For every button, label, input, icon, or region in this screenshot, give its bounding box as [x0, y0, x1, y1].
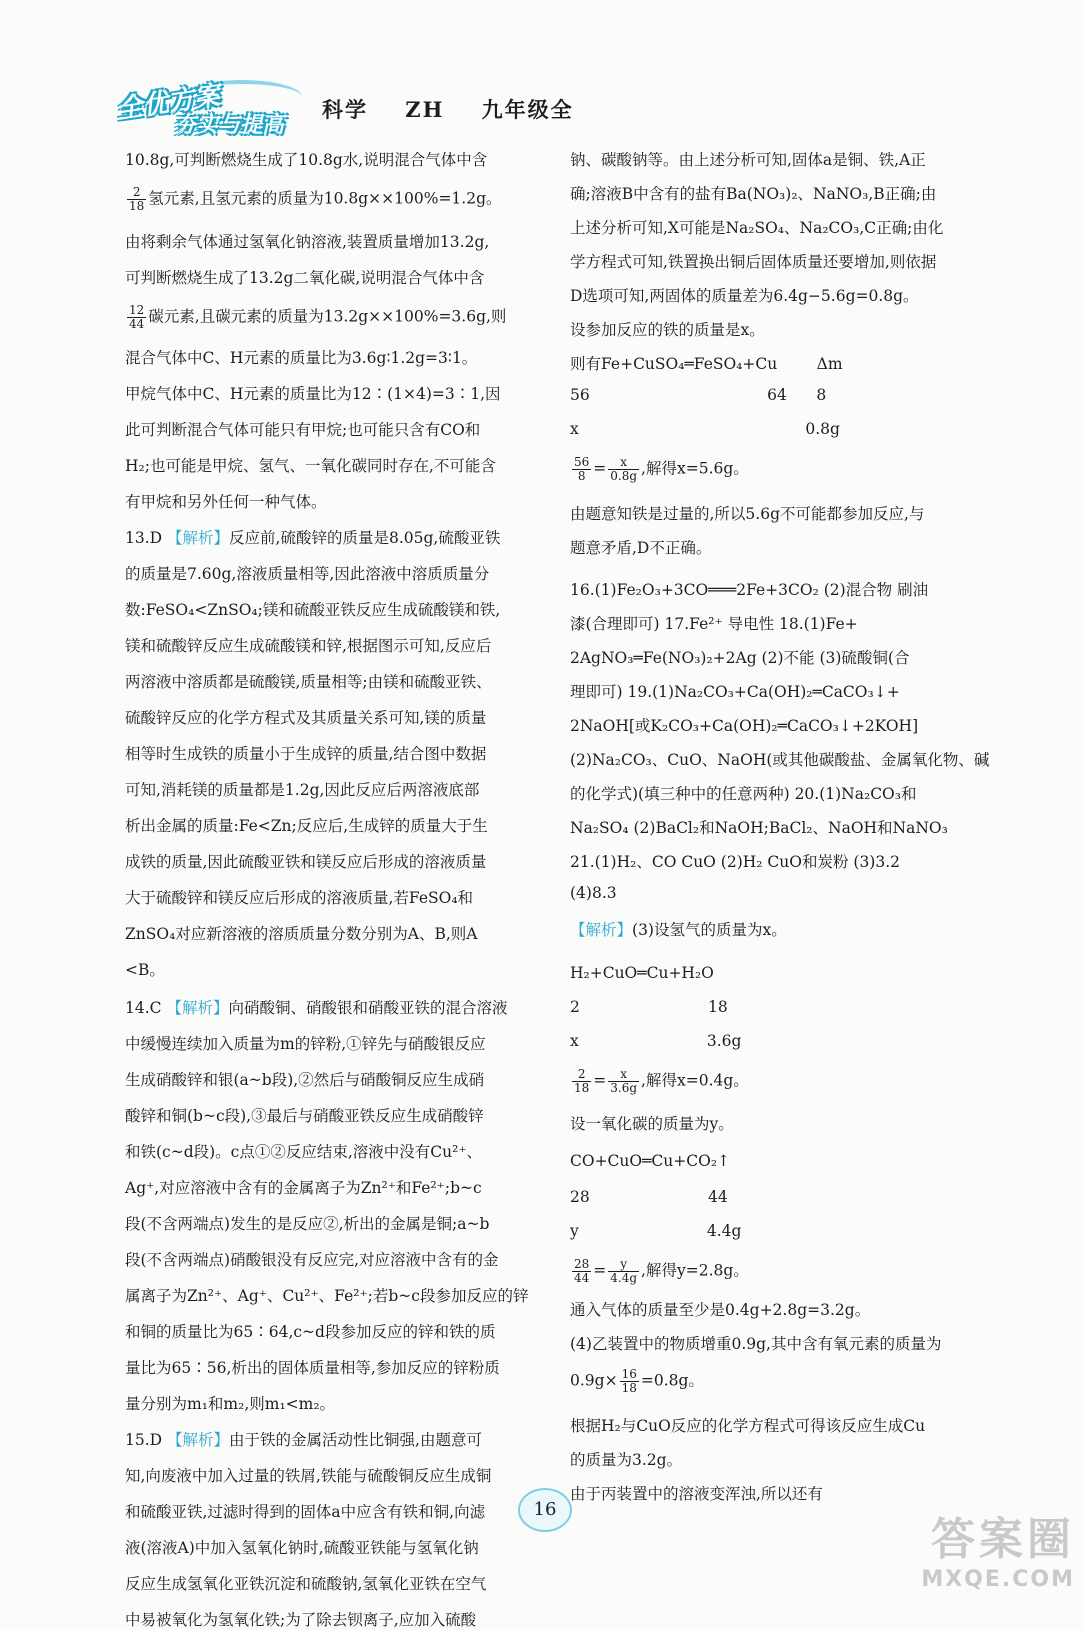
- text-line: [570, 964, 714, 982]
- line-text: 则有Fe+CuSO₄═FeSO₄+Cu Δm: [570, 355, 843, 373]
- line-text: H₂+CuO═Cu+H₂O: [570, 964, 714, 982]
- line-text: CO+CuO═Cu+CO₂↑: [570, 1152, 731, 1170]
- line-text: 根据H₂与CuO反应的化学方程式可得该反应生成Cu: [570, 1417, 926, 1435]
- line-text: 生成硝酸锌和银(a~b段),②然后与硝酸铜反应生成硝: [125, 1071, 485, 1089]
- watermark-line1: 答案圈: [931, 1514, 1075, 1565]
- text-line: [570, 250, 936, 272]
- text-line: [125, 1500, 485, 1522]
- text-line: [570, 1152, 730, 1170]
- text-line: [125, 706, 486, 728]
- text-line: [125, 1032, 486, 1054]
- analysis-tag: 【解析】: [166, 999, 229, 1017]
- line-text: 混合气体中C、H元素的质量比为3.6g∶1.2g=3∶1。: [125, 349, 478, 367]
- text-line: [125, 1536, 479, 1558]
- text-line: [125, 418, 480, 440]
- text-line: [570, 646, 909, 668]
- text-line: [125, 346, 477, 368]
- fraction: [572, 456, 591, 483]
- line-text: 的质量为3.2g。: [570, 1451, 683, 1469]
- text-line: [570, 1032, 741, 1050]
- line-text-after: ×100%=3.6g,则: [381, 307, 507, 326]
- line-text: 两溶液中溶质都是硫酸镁,质量相等;由镁和硫酸亚铁、: [125, 673, 492, 691]
- text-line: [570, 182, 936, 204]
- line-text: x 3.6g: [570, 1032, 742, 1050]
- question-number: 15.D: [125, 1431, 168, 1449]
- line-text: 0.9g×: [570, 1371, 618, 1390]
- line-text: 和铜的质量比为65∶64,c~d段参加反应的锌和铁的质: [125, 1323, 496, 1341]
- fraction-numerator: x: [608, 1068, 639, 1082]
- text-line: [570, 1258, 749, 1285]
- line-text: 设一氧化碳的质量为y。: [570, 1115, 734, 1133]
- line-text: x 0.8g: [570, 420, 840, 438]
- line-text: (3)设氢气的质量为x。: [632, 921, 787, 939]
- text-line: [125, 1068, 484, 1090]
- series-logo: [112, 76, 312, 138]
- text-line: [125, 814, 488, 836]
- text-line: [125, 1140, 482, 1162]
- text-line: [125, 996, 507, 1018]
- page-number: 16: [518, 1488, 572, 1532]
- fraction-numerator: 12: [129, 303, 145, 317]
- text-line: [125, 1428, 482, 1450]
- line-text: (4)8.3: [570, 884, 617, 902]
- line-text: 的质量是7.60g,溶液质量相等,因此溶液中溶质质量分: [125, 565, 490, 583]
- line-text: 镁和硫酸锌反应生成硫酸镁和锌,根据图示可知,反应后: [125, 637, 492, 655]
- line-text: 由于铁的金属活动性比铜强,由题意可: [229, 1431, 482, 1449]
- text-line: [125, 230, 489, 252]
- line-text: (4)乙装置中的物质增重0.9g,其中含有氧元素的质量为: [570, 1335, 942, 1353]
- text-line: [570, 918, 787, 940]
- line-text: 21.(1)H₂、CO CuO (2)H₂ CuO和炭粉 (3)3.2: [570, 853, 901, 871]
- line-text-after: =0.8g。: [640, 1371, 704, 1390]
- line-text: 氢元素,且氢元素的质量为10.8g×: [148, 189, 382, 208]
- line-text: 数:FeSO₄<ZnSO₄;镁和硫酸亚铁反应生成硫酸镁和铁,: [125, 601, 501, 619]
- fraction: [572, 1068, 591, 1095]
- line-text: 液(溶液A)中加入氢氧化钠时,硫酸亚铁能与氢氧化钠: [125, 1539, 479, 1557]
- analysis-tag: 【解析】: [167, 1431, 230, 1449]
- text-line: [570, 884, 617, 902]
- line-text: 相等时生成铁的质量小于生成锌的质量,结合图中数据: [125, 745, 487, 763]
- text-line: [570, 352, 843, 374]
- text-line: [125, 850, 486, 872]
- text-line: [570, 216, 943, 238]
- text-line: [125, 490, 327, 512]
- line-text: 钠、碳酸钠等。由上述分析可知,固体a是铜、铁,A正: [570, 151, 926, 169]
- line-text: 反应生成氢氧化亚铁沉淀和硫酸钠,氢氧化亚铁在空气: [125, 1575, 487, 1593]
- line-text: D选项可知,两固体的质量差为6.4g−5.6g=0.8g。: [570, 287, 919, 305]
- fraction-numerator: 28: [574, 1257, 590, 1271]
- text-line: [125, 562, 489, 584]
- question-number: 13.D: [125, 529, 168, 547]
- text-line: [570, 1068, 749, 1095]
- line-text: 大于硫酸锌和镁反应后形成的溶液质量,若FeSO₄和: [125, 889, 474, 907]
- text-line: [125, 598, 500, 620]
- text-line: [570, 502, 924, 524]
- text-line: [570, 456, 749, 483]
- fraction: [572, 1258, 591, 1285]
- text-line: [570, 318, 765, 340]
- line-text: 确;溶液B中含有的盐有Ba(NO₃)₂、NaNO₃,B正确;由: [570, 185, 937, 203]
- line-text: 可判断燃烧生成了13.2g二氧化碳,说明混合气体中含: [125, 269, 485, 287]
- text-line: [570, 748, 989, 770]
- text-line: [125, 526, 500, 548]
- line-text: 中缓慢连续加入质量为m的锌粉,①锌先与硝酸银反应: [125, 1035, 486, 1053]
- text-line: [125, 1608, 476, 1630]
- line-text: 2 18: [570, 998, 728, 1016]
- line-text: 碳元素,且碳元素的质量为13.2g×: [148, 307, 382, 326]
- text-line: [125, 634, 491, 656]
- line-text: 硫酸锌反应的化学方程式及其质量关系可知,镁的质量: [125, 709, 487, 727]
- text-line: [125, 266, 484, 288]
- text-line: [125, 922, 478, 944]
- line-text: H₂;也可能是甲烷、氢气、一氧化碳同时存在,不可能含: [125, 457, 496, 475]
- fraction-denominator: 8: [577, 469, 586, 483]
- text-line: [570, 998, 728, 1016]
- fraction: [127, 186, 146, 213]
- fraction-denominator: 18: [574, 1081, 590, 1095]
- fraction-denominator: 3.6g: [610, 1081, 638, 1095]
- text-line: [570, 680, 900, 702]
- watermark: [921, 1503, 1075, 1592]
- subject-title: 科学 ZH 九年级全: [322, 97, 574, 122]
- fraction-denominator: 4.4g: [610, 1271, 638, 1285]
- text-line: [125, 454, 496, 476]
- fraction-denominator: 44: [129, 317, 145, 331]
- line-text: 56 64 8: [570, 386, 827, 404]
- line-text: 向硝酸铜、硝酸银和硝酸亚铁的混合溶液: [228, 999, 508, 1017]
- line-text: 知,向废液中加入过量的铁屑,铁能与硫酸铜反应生成铜: [125, 1467, 492, 1485]
- text-line: [125, 1176, 482, 1198]
- line-text: 成铁的质量,因此硫酸亚铁和镁反应后形成的溶液质量: [125, 853, 487, 871]
- text-line: [125, 186, 502, 213]
- watermark-line2: MXQE.COM: [921, 1567, 1075, 1592]
- line-text: 学方程式可知,铁置换出铜后固体质量还要增加,则依据: [570, 253, 937, 271]
- fraction-denominator: 18: [621, 1381, 637, 1395]
- line-text: 通入气体的质量至少是0.4g+2.8g=3.2g。: [570, 1301, 871, 1319]
- fraction-numerator: y: [608, 1258, 639, 1272]
- text-line: [570, 1298, 870, 1320]
- line-text: 理即可) 19.(1)Na₂CO₃+Ca(OH)₂═CaCO₃↓+: [570, 683, 900, 701]
- text-line: [570, 1448, 682, 1470]
- line-text-after: ,解得x=5.6g。: [641, 459, 749, 478]
- text-line: [570, 1188, 728, 1206]
- line-text: 有甲烷和另外任何一种气体。: [125, 493, 327, 511]
- analysis-tag: 【解析】: [570, 921, 633, 939]
- text-line: [570, 1222, 741, 1240]
- line-text: <B。: [125, 961, 165, 979]
- line-text-after: ,解得x=0.4g。: [641, 1071, 749, 1090]
- page-header: [112, 72, 572, 142]
- line-text: 由题意知铁是过量的,所以5.6g不可能都参加反应,与: [570, 505, 925, 523]
- text-line: [570, 1414, 925, 1436]
- text-line: [570, 1482, 823, 1504]
- line-text: 由将剩余气体通过氢氧化钠溶液,装置质量增加13.2g,: [125, 233, 490, 251]
- line-text: 的化学式)(填三种中的任意两种) 20.(1)Na₂CO₃和: [570, 785, 917, 803]
- line-text: (2)Na₂CO₃、CuO、NaOH(或其他碳酸盐、金属氧化物、碱: [570, 751, 990, 769]
- text-line: [125, 886, 473, 908]
- text-line: [570, 1368, 704, 1395]
- text-line: [570, 782, 916, 804]
- fraction: [620, 1368, 639, 1395]
- fraction-numerator: 2: [127, 186, 146, 200]
- text-line: [570, 284, 919, 306]
- line-text: 甲烷气体中C、H元素的质量比为12∶(1×4)=3∶1,因: [125, 385, 501, 403]
- text-line: [125, 1104, 484, 1126]
- text-line: [125, 1392, 335, 1414]
- text-line: [570, 714, 918, 736]
- line-text: 由于丙装置中的溶液变浑浊,所以还有: [570, 1485, 823, 1503]
- fraction: [127, 304, 146, 331]
- text-line: [125, 1572, 486, 1594]
- line-text: 反应前,硫酸锌的质量是8.05g,硫酸亚铁: [229, 529, 501, 547]
- text-line: [570, 1112, 734, 1134]
- text-line: [125, 1320, 495, 1342]
- line-text: =: [593, 459, 607, 478]
- line-text: 10.8g,可判断燃烧生成了10.8g水,说明混合气体中含: [125, 151, 488, 169]
- fraction: [608, 1068, 639, 1095]
- line-text: 上述分析可知,X可能是Na₂SO₄、Na₂CO₃,C正确;由化: [570, 219, 944, 237]
- analysis-tag: 【解析】: [167, 529, 230, 547]
- text-line: [125, 1212, 489, 1234]
- text-line: [125, 958, 165, 980]
- line-text: 和硫酸亚铁,过滤时得到的固体a中应含有铁和铜,向滤: [125, 1503, 486, 1521]
- line-text: 题意矛盾,D不正确。: [570, 539, 712, 557]
- line-text: Ag⁺,对应溶液中含有的金属离子为Zn²⁺和Fe²⁺;b~c: [125, 1179, 482, 1197]
- fraction-numerator: 56: [574, 455, 590, 469]
- text-line: [570, 386, 826, 404]
- fraction: [608, 1258, 639, 1285]
- text-line: [570, 1332, 941, 1354]
- text-line: [570, 578, 928, 600]
- line-text: 量比为65∶56,析出的固体质量相等,参加反应的锌粉质: [125, 1359, 500, 1377]
- text-line: [125, 148, 487, 170]
- line-text: 析出金属的质量:Fe<Zn;反应后,生成锌的质量大于生: [125, 817, 488, 835]
- text-line: [125, 742, 486, 764]
- line-text: 属离子为Zn²⁺、Ag⁺、Cu²⁺、Fe²⁺;若b~c段参加反应的锌: [125, 1287, 529, 1305]
- line-text: ZnSO₄对应新溶液的溶质质量分数分别为A、B,则A: [125, 925, 478, 943]
- line-text-after: ,解得y=2.8g。: [641, 1261, 749, 1280]
- line-text: 酸锌和铜(b~c段),③最后与硝酸亚铁反应生成硝酸锌: [125, 1107, 484, 1125]
- text-line: [125, 778, 479, 800]
- line-text: =: [593, 1071, 607, 1090]
- text-line: [125, 382, 501, 404]
- line-text: 段(不含两端点)硝酸银没有反应完,对应溶液中含有的金: [125, 1251, 499, 1269]
- line-text: 段(不含两端点)发生的是反应②,析出的金属是铜;a~b: [125, 1215, 490, 1233]
- fraction-denominator: 0.8g: [610, 469, 638, 483]
- text-line: [125, 670, 492, 692]
- text-line: [125, 304, 506, 331]
- text-line: [125, 1356, 500, 1378]
- text-line: [125, 1464, 491, 1486]
- line-text: y 4.4g: [570, 1222, 742, 1240]
- text-line: [125, 1248, 499, 1270]
- text-line: [570, 420, 840, 438]
- fraction-numerator: 2: [572, 1068, 591, 1082]
- text-line: [570, 850, 900, 872]
- fraction: [608, 456, 639, 483]
- line-text: 可知,消耗镁的质量都是1.2g,因此反应后两溶液底部: [125, 781, 480, 799]
- text-line: [125, 1284, 528, 1306]
- text-line: [570, 816, 948, 838]
- question-number: 14.C: [125, 999, 167, 1017]
- fraction-numerator: 16: [621, 1367, 637, 1381]
- line-text: 2AgNO₃═Fe(NO₃)₂+2Ag (2)不能 (3)硫酸铜(合: [570, 649, 910, 667]
- line-text: 16.(1)Fe₂O₃+3CO═══2Fe+3CO₂ (2)混合物 刷油: [570, 581, 929, 599]
- line-text-after: ×100%=1.2g。: [381, 189, 502, 208]
- line-text: 28 44: [570, 1188, 728, 1206]
- line-text: 和铁(c~d段)。c点①②反应结束,溶液中没有Cu²⁺、: [125, 1143, 483, 1161]
- line-text: =: [593, 1261, 607, 1280]
- line-text: 此可判断混合气体可能只有甲烷;也可能只含有CO和: [125, 421, 481, 439]
- line-text: 中易被氧化为氢氧化铁;为了除去钡离子,应加入硫酸: [125, 1611, 477, 1629]
- line-text: 量分别为m₁和m₂,则m₁<m₂。: [125, 1395, 336, 1413]
- text-line: [570, 148, 926, 170]
- logo-line1: 全优方案: [114, 80, 222, 126]
- fraction-denominator: 18: [129, 199, 145, 213]
- text-line: [570, 536, 711, 558]
- line-text: 设参加反应的铁的质量是x。: [570, 321, 765, 339]
- line-text: 漆(合理即可) 17.Fe²⁺ 导电性 18.(1)Fe+: [570, 615, 858, 633]
- line-text: Na₂SO₄ (2)BaCl₂和NaOH;BaCl₂、NaOH和NaNO₃: [570, 819, 948, 837]
- text-line: [570, 612, 858, 634]
- fraction-numerator: x: [608, 456, 639, 470]
- logo-line2: 夯实与提高: [174, 113, 285, 138]
- fraction-denominator: 44: [574, 1271, 590, 1285]
- line-text: 2NaOH[或K₂CO₃+Ca(OH)₂═CaCO₃↓+2KOH]: [570, 717, 919, 735]
